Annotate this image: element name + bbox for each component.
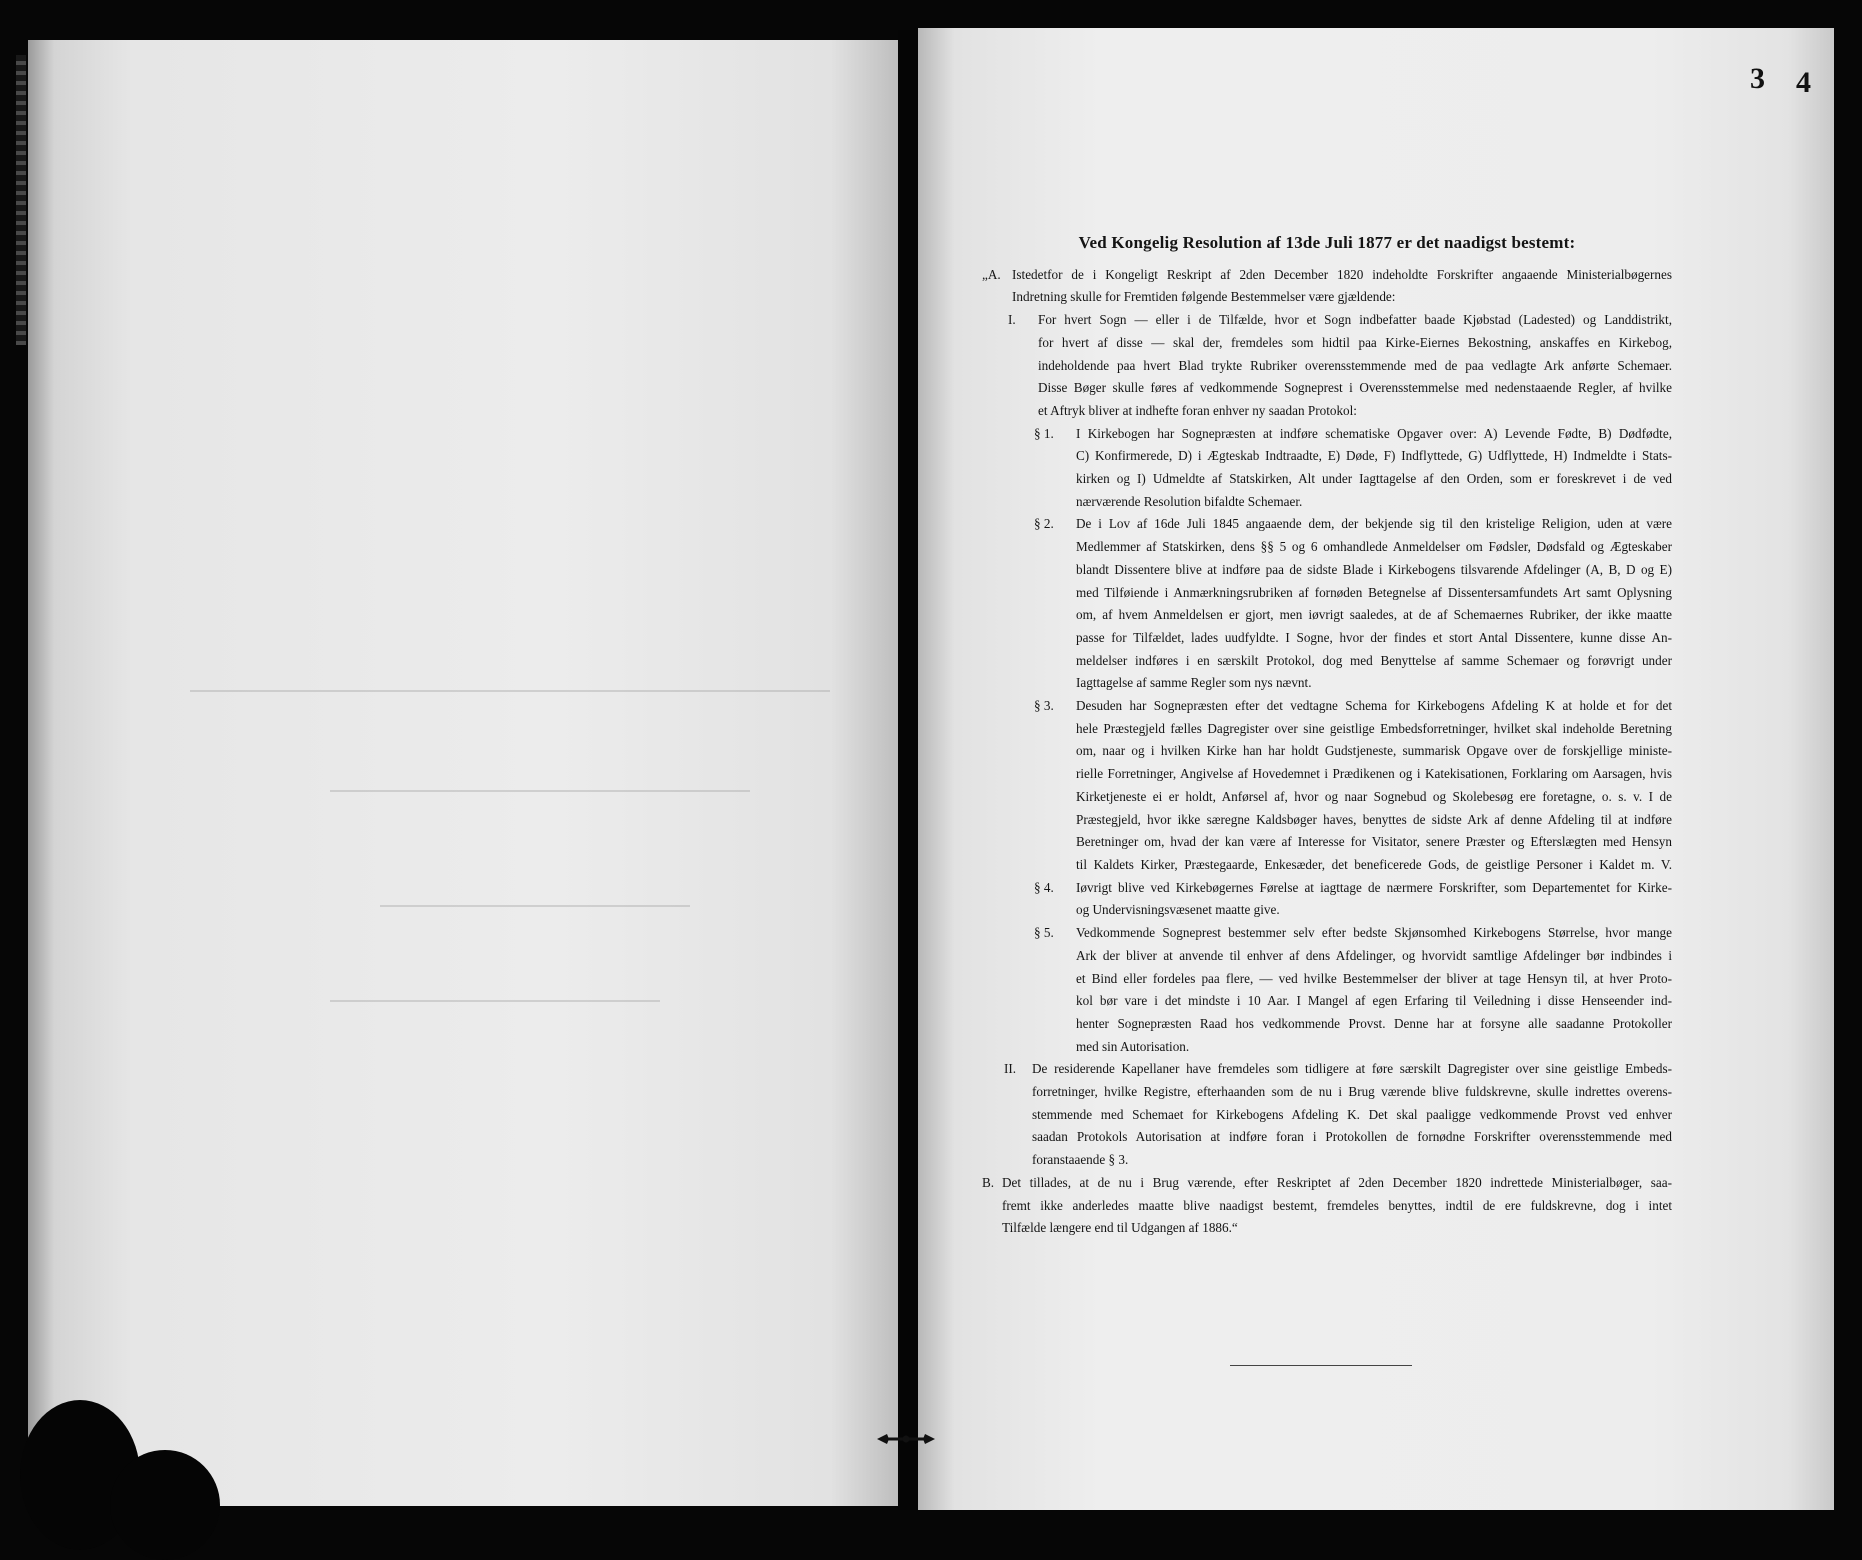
- text-line: et Bind eller fordeles paa flere, — ved hvilke Bestemmelser der bliver at tage Hensyn til, at hver Proto-: [1076, 970, 1672, 986]
- text-line: Vedkommende Sogneprest bestemmer selv efter bedste Skjønsomhed Kirkebogens Størrelse, hvor mange: [1076, 925, 1672, 941]
- text-line: De i Lov af 16de Juli 1845 angaaende dem, der bekjende sig til den kristelige Religion, uden at være: [1076, 516, 1672, 532]
- text-line: Medlemmer af Statskirken, dens §§ 5 og 6 omhandlede Anmeldelser om Fødsler, Dødsfald og Ægteskaber: [1076, 539, 1672, 555]
- text-line: foranstaaende § 3.: [1032, 1152, 1129, 1168]
- document-text: [982, 232, 1672, 1240]
- text-line: Kirketjeneste ei er holdt, Anførsel af, hvor og naar Sognebud og Skolebesøg ere foretagne, o. s. v. I de: [1076, 788, 1672, 804]
- section-B: [982, 1172, 1672, 1240]
- text-line: blandt Dissentere blive at indføre paa de sidste Blade i Kirkebogens tilsvarende Afdelinger (A, B, D og E): [1076, 561, 1672, 577]
- text-line: De residerende Kapellaner have fremdeles som tidligere at føre særskilt Dagregister over sine geistlige Embeds-: [1032, 1061, 1672, 1077]
- folio-number: 3: [1750, 62, 1765, 95]
- text-line: til Kaldets Kirker, Præstegaarde, Enkesæder, det beneficerede Gods, de geistlige Personer i Kaldet m. V.: [1076, 856, 1672, 872]
- section-label: „A.: [982, 266, 1001, 282]
- text-line: og Undervisningsvæsenet maatte give.: [1076, 902, 1280, 918]
- text-line: Iøvrigt blive ved Kirkebøgernes Førelse at iagttage de nærmere Forskrifter, som Departementet for Kirke-: [1076, 879, 1672, 895]
- text-line: Iagttagelse af samme Regler som nys nævnt.: [1076, 675, 1312, 691]
- closing-rule: [1230, 1365, 1412, 1366]
- paragraph-label: § 5.: [1034, 925, 1054, 941]
- text-line: for hvert af disse — skal der, fremdeles som hidtil paa Kirke-Eiernes Bekostning, anskaffes en Kirkebog,: [1038, 334, 1672, 350]
- paragraph-label: § 3.: [1034, 698, 1054, 714]
- bleed-through-line: [330, 1000, 660, 1002]
- text-line: Præstegjeld, hvor ikke særegne Kaldsbøger haves, benyttes de sidste Ark af denne Afdeling til at indføre: [1076, 811, 1672, 827]
- section-II: [982, 1058, 1672, 1172]
- left-page: [28, 40, 900, 1506]
- paragraph-label: § 1.: [1034, 425, 1054, 441]
- text-line: indeholdende paa hvert Blad trykte Rubriker overensstemmende med de paa vedlagte Ark anførte Schemaer.: [1038, 357, 1672, 373]
- text-line: stemmende med Schemaet for Kirkebogens Afdeling K. Det skal paaligge vedkommende Provst ved enhver: [1032, 1106, 1672, 1122]
- paragraph-3: [982, 695, 1672, 877]
- text-line: saadan Protokols Autorisation at indføre foran i Protokollen de fornødne Forskrifter overensstemmende med: [1032, 1129, 1672, 1145]
- text-line: med Tilføiende i Anmærkningsrubriken af fornøden Betegnelse af Dissentersamfundets Art samt Oplysning: [1076, 584, 1672, 600]
- text-line: For hvert Sogn — eller i de Tilfælde, hvor et Sogn indbefatter baade Kjøbstad (Ladested) og Landdistrikt,: [1038, 312, 1672, 328]
- paragraph-label: § 4.: [1034, 879, 1054, 895]
- paragraph-2: [982, 513, 1672, 695]
- paragraph-label: § 2.: [1034, 516, 1054, 532]
- section-A: [982, 264, 1672, 309]
- page-edge-marks: [16, 55, 26, 345]
- text-line: Disse Bøger skulle føres af vedkommende Sogneprest i Overensstemmelse med nedenstaaende Regler, af hvilke: [1038, 380, 1672, 396]
- document-heading: Ved Kongelig Resolution af 13de Juli 1877 er det naadigst bestemt:: [1078, 233, 1576, 252]
- text-line: kirken og I) Udmeldte af Statskirken, Alt under Iagttagelse af den Orden, som er foreskrevet i de ved: [1076, 471, 1672, 487]
- section-label: II.: [1004, 1061, 1017, 1077]
- paragraph-1: [982, 423, 1672, 514]
- paragraph-5: [982, 922, 1672, 1058]
- text-line: fremt ikke anderledes maatte blive naadigst bestemt, fremdeles benyttes, indtil de ere fuldskrevne, dog i intet: [1002, 1197, 1672, 1213]
- section-label: B.: [982, 1174, 995, 1190]
- text-line: Tilfælde længere end til Udgangen af 1886.“: [1002, 1220, 1238, 1236]
- text-line: C) Konfirmerede, D) i Ægteskab Indtraadte, E) Døde, F) Indflyttede, G) Udflyttede, H) Indmeldte i Stats-: [1076, 448, 1672, 464]
- text-line: Beretninger om, hvad der kan være af Interesse for Visitator, senere Præster og Efterslægten med Hensyn: [1076, 834, 1672, 850]
- text-line: I Kirkebogen har Sognepræsten at indføre schematiske Opgaver over: A) Levende Fødte, B) Dødfødte,: [1076, 425, 1672, 441]
- text-line: med sin Autorisation.: [1076, 1038, 1190, 1054]
- text-line: et Aftryk bliver at indhefte foran enhver ny saadan Protokol:: [1038, 402, 1357, 418]
- text-line: nærværende Resolution bifaldte Schemaer.: [1076, 493, 1303, 509]
- text-line: kol bør vare i det mindste i 10 Aar. I Mangel af egen Erfaring til Veiledning i disse Henseender ind-: [1076, 993, 1672, 1009]
- text-line: Desuden har Sognepræsten efter det vedtagne Schema for Kirkebogens Afdeling K at holde et for det: [1076, 698, 1672, 714]
- text-line: Istedetfor de i Kongeligt Reskript af 2den December 1820 indeholdte Forskrifter angaaende Ministerialbøgernes: [1012, 266, 1672, 282]
- section-I: [982, 309, 1672, 423]
- text-line: om, af hvem Anmeldelsen er gjort, men iøvrigt saaledes, at de af Schemaernes Rubriker, der ikke maatte: [1076, 607, 1672, 623]
- folio-number-secondary: 4: [1796, 66, 1811, 99]
- bleed-through-line: [380, 905, 690, 907]
- text-line: forretninger, hvilke Registre, efterhaanden som de nu i Brug værende blive fuldskrevne, skulle indrettes overens-: [1032, 1084, 1672, 1100]
- text-line: Ark der bliver at anvende til enhver af dens Afdelinger, og hvorvidt samtlige Afdelinger bør indbindes i: [1076, 947, 1672, 963]
- text-line: Det tillades, at de nu i Brug værende, efter Reskriptet af 2den December 1820 indrettede Ministerialbøger, saa-: [1002, 1174, 1672, 1190]
- text-line: henter Sognepræsten Raad hos vedkommende Provst. Denne har at forsyne alle saadanne Protokoller: [1076, 1015, 1672, 1031]
- paragraph-4: [982, 877, 1672, 922]
- bleed-through-line: [330, 790, 750, 792]
- book-spine: [898, 30, 920, 1510]
- text-line: rielle Forretninger, Angivelse af Hovedemnet i Prædikenen og i Katekisationen, Forklaring om Aarsagen, hvis: [1076, 766, 1672, 782]
- binding-clasp-icon: [875, 1432, 937, 1446]
- text-line: hele Præstegjeld fælles Dagregister over sine geistlige Embedsforretninger, hvilket skal indeholde Beretning: [1076, 720, 1672, 736]
- text-line: Indretning skulle for Fremtiden følgende Bestemmelser være gjældende:: [1012, 289, 1396, 305]
- text-line: passe for Tilfældet, lades uudfyldte. I Sogne, hvor der findes et stort Antal Dissentere, kunne disse An-: [1076, 629, 1672, 645]
- dark-stain: [110, 1450, 220, 1560]
- section-label: I.: [1008, 312, 1016, 328]
- text-line: om, naar og i hvilken Kirke han har holdt Gudstjeneste, summarisk Opgave over de forskjellige ministe-: [1076, 743, 1672, 759]
- bleed-through-line: [190, 690, 830, 692]
- text-line: meldelser indføres i en særskilt Protokol, dog med Benyttelse af samme Schemaer og forøvrigt under: [1076, 652, 1672, 668]
